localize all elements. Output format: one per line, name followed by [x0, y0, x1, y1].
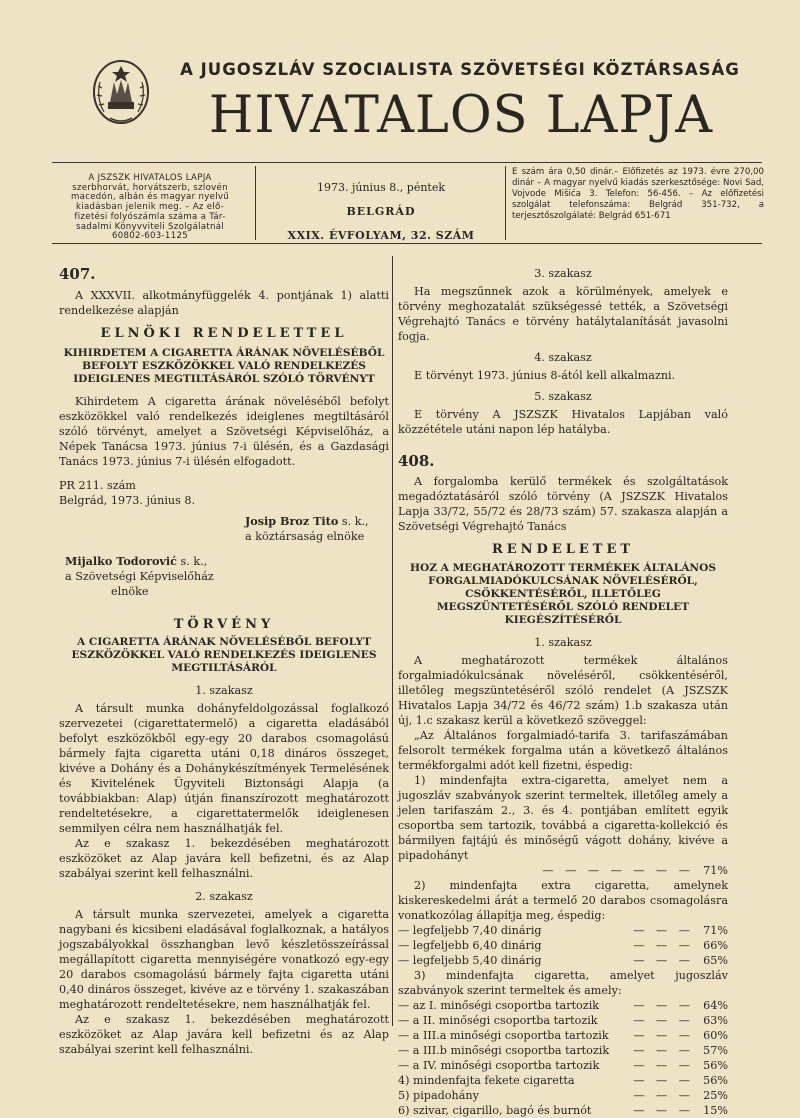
- masthead-rule-top: [52, 162, 762, 163]
- signature-title: a Szövetségi Képviselőház: [65, 570, 214, 583]
- class-rate-list: [398, 998, 728, 1118]
- issue-info: [266, 176, 496, 248]
- pr-number: PR 211. szám: [59, 479, 136, 492]
- section-paragraph: 2) mindenfajta extra cigaretta, amelynek kiskereskedelmi árát a termelő 20 darabos csomagolásra vonatkozólag állapítja meg, éspedig:: [398, 879, 728, 922]
- rate-row: 6) szivar, cigarillo, bagó és burnót — — — 15%: [398, 1104, 728, 1117]
- section-paragraph: 1) mindenfajta extra-cigaretta, amelyet nem a jugoszláv szabványok szerint termeltek, illetőleg amely a jelen tarifaszám 2., 3. és 4. pontjában említett egyik csoportba sem tartozik, továbbá a cigaretta-kollekció és bármilyen fajtájú és minőségű vágott dohány, kivéve a pipadohányt: [398, 774, 728, 862]
- signature-tito: [245, 514, 389, 529]
- rate-value: 56%: [703, 1059, 728, 1072]
- section-heading: 2. szakasz: [195, 890, 253, 903]
- rate-label: 6) szivar, cigarillo, bagó és burnót: [398, 1104, 592, 1117]
- rate-value: 25%: [703, 1089, 728, 1102]
- section-paragraph: E törvényt 1973. június 8-ától kell alkalmazni.: [414, 369, 676, 382]
- signature-title: a köztársaság elnöke: [245, 530, 365, 543]
- section-paragraph: A meghatározott termékek általános forgalmiadókulcsának növeléséről, csökkentéséről, illetőleg megszüntetéséről szóló rendelet (A JSZSZK Hivatalos Lapja 34/72 és 46/72 szám) 1.b szakasza után új, 1.c szakasz kerül a következő szöveggel:: [398, 654, 728, 727]
- section-paragraph: E törvény A JSZSZK Hivatalos Lapjában való közzététele utáni napon lép hatályba.: [398, 408, 728, 436]
- rate-label: — a III.b minőségi csoportba tartozik: [398, 1044, 610, 1057]
- rate-row: 5) pipadohány — — — 25%: [398, 1089, 728, 1102]
- item-number: 408.: [398, 452, 435, 470]
- rate-row: — a III.a minőségi csoportba tartozik — — — 60%: [398, 1029, 728, 1042]
- section-paragraph: Az e szakasz 1. bekezdésében meghatározott eszközöket az Alap javára kell befizetni és az Alap szabályai szerint kell felhasználni.: [59, 1013, 389, 1056]
- publisher-line: A JSZSZK HIVATALOS LAPJA: [88, 173, 212, 183]
- right-column: [398, 266, 728, 1118]
- masthead-rule-bottom: [52, 243, 762, 244]
- section-paragraph: A társult munka szervezetei, amelyek a cigaretta nagybani és kicsibeni eladásával foglalkoznak, a hatályos jogszabályokkal összhangban levő készletösszeírással megállapított cigaretta mennyiségére vonatkozó egy-egy 20 darabos csomagolású bármely fajta cigaretta utáni 0,40 dináros összeget, kivéve az e törvény 1. szakaszában meghatározott rendeltetésekre, nem használhatják fel.: [59, 908, 389, 1011]
- rate-value: 57%: [703, 1044, 728, 1057]
- section-paragraph: 3) mindenfajta cigaretta, amelyet jugoszláv szabványok szerint termeltek és amely:: [398, 969, 728, 997]
- left-column: [59, 264, 389, 1057]
- issue-date: 1973. június 8., péntek: [316, 181, 446, 194]
- publisher-info: [56, 174, 244, 242]
- decree-heading: ELNÖKI RENDELETTEL: [100, 326, 348, 341]
- place-date: Belgrád, 1973. június 8.: [59, 494, 196, 507]
- rate-label: — legfeljebb 7,40 dinárig: [398, 924, 542, 937]
- rate-value: 65%: [703, 954, 728, 967]
- rate-row: 4) mindenfajta fekete cigaretta — — — 56%: [398, 1074, 728, 1087]
- rate-value: 56%: [703, 1074, 728, 1087]
- rate-row: — a II. minőségi csoportba tartozik — — — 63%: [398, 1014, 728, 1027]
- rate-value: 60%: [703, 1029, 728, 1042]
- rate-label: — az I. minőségi csoportba tartozik: [398, 999, 600, 1012]
- publisher-line: kiadásban jelenik meg. – Az elő-: [76, 202, 224, 213]
- section-heading: 1. szakasz: [534, 636, 592, 649]
- section-paragraph: A társult munka dohányfeldolgozással foglalkozó szervezetei (cigarettatermelő) a cigaretta eladásából befolyt eszközökből egy-egy 20 darabos csomagolású bármely fajta cigaretta utáni 0,18 dináros összeget, kivéve a Dohány és a Dohánykészítmények Termelésének és Kivitelének Ügyviteli Biztonsági Alapja (a továbbiakban: Alap) útján finanszírozott meghatározott rendeltetésekre, a cigarettatermelők ideiglenesen semmilyen célra nem használhatják fel.: [59, 702, 389, 835]
- rate-row: — a IV. minőségi csoportba tartozik — — — 56%: [398, 1059, 728, 1072]
- rate-label: 5) pipadohány: [398, 1089, 479, 1102]
- header-divider: [505, 166, 506, 240]
- rate-value: 71%: [703, 924, 728, 937]
- publisher-line: macedón, albán és magyar nyelvű: [70, 192, 230, 203]
- rate-value: 66%: [703, 939, 728, 952]
- law-heading: TÖRVÉNY: [173, 617, 275, 632]
- rate-row: — a III.b minőségi csoportba tartozik — — — 57%: [398, 1044, 728, 1057]
- issue-city: BELGRÁD: [346, 205, 416, 218]
- section-heading: 5. szakasz: [534, 390, 592, 403]
- section-heading: 1. szakasz: [195, 684, 253, 697]
- rate-label: — a IV. minőségi csoportba tartozik: [398, 1059, 600, 1072]
- rate-value: 15%: [703, 1104, 728, 1117]
- rate-label: — a III.a minőségi csoportba tartozik: [398, 1029, 609, 1042]
- rate-row: — legfeljebb 6,40 dinárig — — — 66%: [398, 939, 728, 952]
- masthead-supertitle: A JUGOSZLÁV SZOCIALISTA SZÖVETSÉGI KÖZTÁRSASÁG: [180, 60, 740, 79]
- price-rate-list: [398, 923, 728, 968]
- publisher-line: 60802-603-1125: [111, 231, 188, 242]
- rate-label: — legfeljebb 6,40 dinárig: [398, 939, 542, 952]
- rate-label: 4) mindenfajta fekete cigaretta: [398, 1074, 575, 1087]
- signature-suffix: s. k.,: [177, 555, 208, 568]
- item-number: 407.: [59, 265, 96, 283]
- regulation-intro: A forgalomba kerülő termékek és szolgáltatások megadóztatásáról szóló törvény (A JSZSZK Hivatalos Lapja 33/72, 55/72 és 28/73 szám) 57. szakasza alapján a Szövetségi Végrehajtó Tanács: [398, 475, 728, 533]
- rate-value: 63%: [703, 1014, 728, 1027]
- rate-row: — legfeljebb 7,40 dinárig — — — 71%: [398, 924, 728, 937]
- decree-body: Kihirdetem A cigaretta árának növeléséből befolyt eszközökkel való rendelkezés ideiglenes megtiltásáról szóló törvényt, amelyet a Szövetségi Képviselőház, a Népek Tanácsa 1973. június 7-i ülésén, és a Gazdasági Tanács 1973. június 7-i ülésén elfogadott.: [59, 395, 389, 468]
- section-paragraph: Ha megszűnnek azok a körülmények, amelyek e törvény meghozatalát szükségessé tették, a Szövetségi Végrehajtó Tanács e törvény hatálytalanítását javasolni fogja.: [398, 285, 728, 343]
- section-heading: 3. szakasz: [534, 267, 592, 280]
- header-divider: [255, 166, 256, 240]
- law-title: A CIGARETTA ÁRÁNAK NÖVELÉSÉBŐL BEFOLYT ESZKÖZÖKKEL VALÓ RENDELKEZÉS IDEIGLENES MEGTILTÁSÁRÓL: [71, 636, 377, 674]
- signature-name: Josip Broz Tito: [245, 514, 339, 528]
- rate-value: 71%: [703, 864, 728, 877]
- rate-label: — legfeljebb 5,40 dinárig: [398, 954, 542, 967]
- rate-label: — a II. minőségi csoportba tartozik: [398, 1014, 598, 1027]
- masthead-title: HIVATALOS LAPJA: [208, 86, 714, 145]
- decree-intro: A XXXVII. alkotmányfüggelék 4. pontjának 1) alatti rendelkezése alapján: [59, 289, 389, 317]
- publisher-line: sadalmi Könyvviteli Szolgálatnál: [75, 221, 225, 232]
- column-divider: [392, 256, 393, 1026]
- regulation-title: HOZ A MEGHATÁROZOTT TERMÉKEK ÁLTALÁNOS FORGALMIADÓKULCSÁNAK NÖVELÉSÉRŐL, CSÖKKENTÉSÉRŐL, ILLETŐLEG MEGSZÜNTETÉSÉRŐL SZÓLÓ RENDELET KIEGÉSZÍTÉSÉRŐL: [410, 562, 716, 626]
- signature-todorovic: [65, 554, 389, 569]
- rate-row: — — — — — — — 71%: [542, 864, 728, 877]
- publisher-line: fizetési folyószámla száma a Tár-: [74, 211, 226, 222]
- state-emblem-icon: [88, 52, 154, 130]
- signature-suffix: s. k.,: [338, 515, 369, 528]
- issue-volume: XXIX. ÉVFOLYAM, 32. SZÁM: [287, 229, 475, 242]
- signature-title: elnöke: [111, 585, 149, 598]
- publisher-line: szerbhorvát, horvátszerb, szlovén: [72, 182, 228, 193]
- rate-row: — legfeljebb 5,40 dinárig — — — 65%: [398, 954, 728, 967]
- section-paragraph: „Az Általános forgalmiadó-tarifa 3. tarifaszámában felsorolt termékek forgalma után a következő általános termékforgalmi adót kell fizetni, éspedig:: [398, 729, 728, 772]
- section-heading: 4. szakasz: [534, 351, 592, 364]
- decree-title: KIHIRDETEM A CIGARETTA ÁRÁNAK NÖVELÉSÉBŐL BEFOLYT ESZKÖZÖKKEL VALÓ RENDELKEZÉS IDEIGLENES MEGTILTÁSÁRÓL SZÓLÓ TÖRVÉNYT: [63, 347, 385, 385]
- rate-value: 64%: [703, 999, 728, 1012]
- rate-row: — az I. minőségi csoportba tartozik — — — 64%: [398, 999, 728, 1012]
- signature-name: Mijalko Todorović: [65, 554, 177, 568]
- subscription-info: E szám ára 0,50 dinár.– Előfizetés az 1973. évre 270,00 dinár – A magyar nyelvű kiadás szerkesztősége: Novi Sad, Vojvode Mišića 3. Telefon: 56-456. – Az előfizetési szolgálat telefonszáma: Belgrád 351-732, a terjesztőszolgálaté: Belgrád 651-671: [512, 167, 764, 221]
- regulation-heading: RENDELETET: [491, 542, 635, 557]
- section-paragraph: Az e szakasz 1. bekezdésében meghatározott eszközöket az Alap javára kell befizetni, és az Alap szabályai szerint kell felhasználni.: [59, 837, 389, 880]
